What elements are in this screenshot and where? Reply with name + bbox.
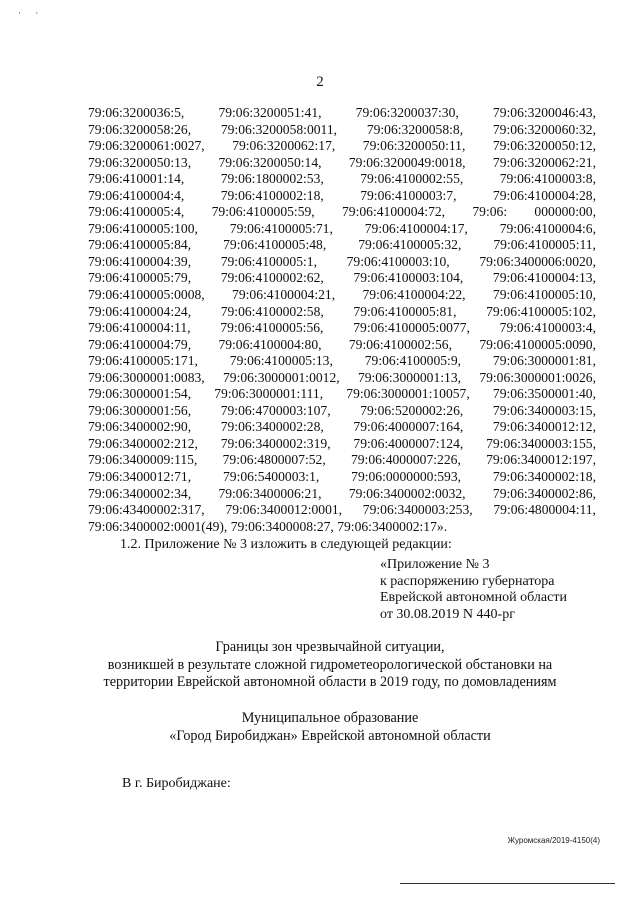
cadastral-number: 79:06:3000001:81, — [492, 353, 596, 369]
title-line: территории Еврейской автономной области в 2019 году, по домовладениям — [103, 674, 557, 690]
cadastral-line — [88, 419, 596, 436]
cadastral-number: 79:06:3400002:18, — [492, 469, 596, 485]
document-title — [60, 639, 600, 692]
cadastral-number: 79:06:3200036:5, — [88, 105, 185, 120]
cadastral-number: 79:06:3000001:10057, — [346, 386, 470, 402]
cadastral-number: 79:06:4100004:39, — [88, 253, 192, 269]
cadastral-number: 79:06:1800002:53, — [220, 171, 324, 187]
cadastral-number: 000000:00, — [534, 204, 596, 220]
page-number: 2 — [316, 74, 324, 90]
cadastral-number: 79:06:4100005:100, — [88, 220, 198, 236]
cadastral-number: 79:06:4100004:4, — [88, 187, 185, 203]
cadastral-line — [88, 403, 596, 420]
cadastral-number: 79:06:3200061:0027, — [88, 138, 205, 154]
cadastral-number-list — [88, 105, 596, 535]
cadastral-number: 79:06:3200046:43, — [492, 105, 596, 120]
appendix-line: от 30.08.2019 N 440-рг — [380, 606, 515, 622]
city-line: В г. Биробиджане: — [122, 776, 231, 791]
author-code: Журомская/2019-4150(4) — [507, 836, 600, 845]
cadastral-number: 79:06:3000001:56, — [88, 402, 192, 418]
cadastral-number: 79:06:3200060:32, — [492, 121, 596, 137]
cadastral-line — [88, 436, 596, 453]
cadastral-number: 79:06:3200050:14, — [218, 154, 322, 170]
cadastral-number: 79:06:3400009:115, — [88, 452, 198, 468]
cadastral-line — [88, 287, 596, 304]
cadastral-number: 79:06:3200051:41, — [218, 105, 322, 120]
cadastral-number: 79:06:3400002:319, — [220, 435, 331, 451]
cadastral-number: 79:06:3400012:197, — [486, 452, 596, 468]
cadastral-number: 79:06:3000001:0083, — [88, 369, 205, 385]
cadastral-number: 79:06:3400002:0001(49), 79:06:3400008:27, 79:06:3400002:17». — [88, 518, 448, 534]
cadastral-line — [88, 502, 596, 519]
cadastral-number: 79:06:4100004:28, — [492, 187, 596, 203]
cadastral-number: 79:06:4100005:56, — [220, 320, 324, 336]
title-line: возникшей в результате сложной гидрометеорологической обстановки на — [107, 656, 553, 673]
cadastral-number: 79:06:3400012:0001, — [225, 502, 343, 518]
cadastral-line — [88, 519, 596, 536]
cadastral-number: 79:06:3200050:11, — [362, 138, 466, 154]
cadastral-number: 79:06:3200058:0011, — [220, 121, 338, 137]
cadastral-number: 79:06:4100005:0090, — [479, 336, 596, 352]
cadastral-number: 79:06:4100005:0008, — [88, 287, 205, 303]
cadastral-line — [88, 155, 596, 172]
cadastral-line — [88, 370, 596, 387]
cadastral-number: 79:06:4800004:11, — [493, 502, 596, 518]
cadastral-number: 79:06: — [472, 204, 508, 220]
cadastral-line — [88, 122, 596, 139]
cadastral-number: 79:06:3400002:212, — [88, 435, 198, 451]
cadastral-line — [88, 138, 596, 155]
cadastral-number: 79:06:4100003:104, — [353, 270, 464, 286]
cadastral-number: 79:06:3000001:13, — [357, 369, 462, 385]
cadastral-number: 79:06:4100005:81, — [353, 303, 457, 319]
cadastral-number: 79:06:4100004:22, — [362, 287, 466, 303]
cadastral-number: 79:06:3200062:17, — [232, 138, 336, 154]
cadastral-number: 79:06:4100005:59, — [211, 204, 315, 220]
municipality-heading — [60, 710, 600, 745]
cadastral-number: 79:06:4100003:8, — [499, 171, 596, 187]
cadastral-line — [88, 353, 596, 370]
cadastral-number: 79:06:4100005:1, — [220, 253, 317, 269]
footer-rule — [400, 883, 615, 884]
cadastral-number: 79:06:4100004:13, — [492, 270, 596, 286]
cadastral-number: 79:06:4100003:7, — [360, 187, 457, 203]
cadastral-line — [88, 221, 596, 238]
cadastral-number: 79:06:3200058:26, — [88, 121, 192, 137]
cadastral-number: 79:06:3400003:155, — [486, 435, 596, 451]
title-line: Границы зон чрезвычайной ситуации, — [215, 639, 445, 655]
cadastral-number: 79:06:3400012:71, — [88, 469, 192, 485]
cadastral-number: 79:06:4100005:171, — [88, 353, 198, 369]
cadastral-number: 79:06:4100002:62, — [220, 270, 324, 286]
cadastral-number: 79:06:3200062:21, — [492, 154, 596, 170]
cadastral-number: 79:06:3200058:8, — [366, 121, 464, 137]
appendix-line: «Приложение № 3 — [380, 557, 490, 572]
cadastral-number: 79:06:4700003:107, — [220, 402, 331, 418]
cadastral-number: 79:06:4100004:6, — [499, 220, 596, 236]
cadastral-number: 79:06:4100004:80, — [218, 336, 322, 352]
cadastral-number: 79:06:3200050:12, — [492, 138, 596, 154]
cadastral-number: 79:06:4100004:79, — [88, 336, 192, 352]
cadastral-number: 79:06:43400002:317, — [88, 502, 205, 518]
cadastral-number: 79:06:5200002:26, — [360, 402, 464, 418]
cadastral-number: 79:06:4100004:11, — [88, 320, 191, 336]
cadastral-number: 79:06:3400002:86, — [492, 485, 596, 501]
cadastral-number: 79:06:4100002:56, — [348, 336, 452, 352]
item-paragraph: 1.2. Приложение № 3 изложить в следующей редакции: — [120, 537, 452, 552]
cadastral-number: 79:06:4100005:32, — [358, 237, 462, 253]
cadastral-number: 79:06:4100005:48, — [223, 237, 327, 253]
cadastral-number: 79:06:4100005:9, — [364, 353, 462, 369]
cadastral-number: 79:06:4000007:226, — [350, 452, 461, 468]
cadastral-number: 79:06:3400002:90, — [88, 419, 192, 435]
municipality-line: «Город Биробиджан» Еврейской автономной области — [169, 727, 491, 744]
cadastral-number: 79:06:3000001:0012, — [222, 369, 340, 385]
cadastral-number: 79:06:4100004:17, — [364, 220, 468, 236]
cadastral-number: 79:06:3400006:21, — [218, 485, 322, 501]
cadastral-number: 79:06:4100005:79, — [88, 270, 192, 286]
cadastral-number: 79:06:3200049:0018, — [348, 154, 466, 170]
cadastral-number: 79:06:3000001:111, — [214, 386, 324, 402]
cadastral-number: 79:06:4100005:13, — [229, 353, 333, 369]
cadastral-line — [88, 337, 596, 354]
cadastral-number: 79:06:3200037:30, — [355, 105, 459, 120]
cadastral-number: 79:06:3500001:40, — [492, 386, 596, 402]
cadastral-number: 79:06:3400003:15, — [492, 402, 596, 418]
cadastral-line — [88, 171, 596, 188]
cadastral-number: 79:06:4100005:71, — [229, 220, 333, 236]
cadastral-number: 79:06:3400002:28, — [220, 419, 324, 435]
cadastral-line — [88, 486, 596, 503]
cadastral-number: 79:06:3400006:0020, — [479, 253, 596, 269]
appendix-header — [380, 557, 567, 623]
cadastral-number: 79:06:3400012:12, — [492, 419, 596, 435]
cadastral-number: 79:06:4100005:10, — [492, 287, 596, 303]
cadastral-number: 79:06:4100005:11, — [493, 237, 596, 253]
cadastral-line — [88, 270, 596, 287]
cadastral-number: 79:06:4100005:0077, — [353, 320, 470, 336]
cadastral-number: 79:06:4100002:18, — [220, 187, 324, 203]
cadastral-number: 79:06:410001:14, — [88, 171, 185, 187]
cadastral-line — [88, 452, 596, 469]
cadastral-number: 79:06:3200050:13, — [88, 154, 192, 170]
cadastral-line — [88, 204, 596, 221]
cadastral-number: 79:06:4100005:4, — [88, 204, 185, 220]
cadastral-number: 79:06:3400003:253, — [362, 502, 473, 518]
cadastral-line — [88, 237, 596, 254]
cadastral-line — [88, 320, 596, 337]
cadastral-line — [88, 304, 596, 321]
cadastral-number: 79:06:3400002:0032, — [348, 485, 466, 501]
cadastral-number: 79:06:4800007:52, — [222, 452, 326, 468]
cadastral-number: 79:06:4100004:72, — [341, 204, 446, 220]
cadastral-number: 79:06:3000001:54, — [88, 386, 192, 402]
cadastral-line — [88, 188, 596, 205]
appendix-line: к распоряжению губернатора — [380, 573, 555, 589]
cadastral-line — [88, 105, 596, 122]
cadastral-number: 79:06:4100003:10, — [346, 253, 450, 269]
cadastral-number: 79:06:4100003:4, — [499, 320, 596, 336]
cadastral-number: 79:06:3000001:0026, — [479, 369, 596, 385]
cadastral-line — [88, 469, 596, 486]
cadastral-line — [88, 386, 596, 403]
cadastral-line — [88, 254, 596, 271]
cadastral-number: 79:06:4100005:102, — [486, 303, 596, 319]
cadastral-number: 79:06:3400002:34, — [88, 485, 192, 501]
cadastral-number: 79:06:4100002:58, — [220, 303, 324, 319]
cadastral-number: 79:06:4000007:164, — [353, 419, 464, 435]
cadastral-number: 79:06:4100002:55, — [360, 171, 464, 187]
cadastral-number: 79:06:4100005:84, — [88, 237, 192, 253]
corner-marks: · · — [18, 8, 45, 18]
cadastral-number: 79:06:4000007:124, — [353, 435, 464, 451]
cadastral-number: 79:06:4100004:21, — [232, 287, 336, 303]
cadastral-number: 79:06:0000000:593, — [351, 469, 462, 485]
appendix-line: Еврейской автономной области — [380, 590, 567, 605]
cadastral-number: 79:06:4100004:24, — [88, 303, 192, 319]
municipality-line: Муниципальное образование — [241, 710, 419, 726]
cadastral-number: 79:06:5400003:1, — [222, 469, 320, 485]
